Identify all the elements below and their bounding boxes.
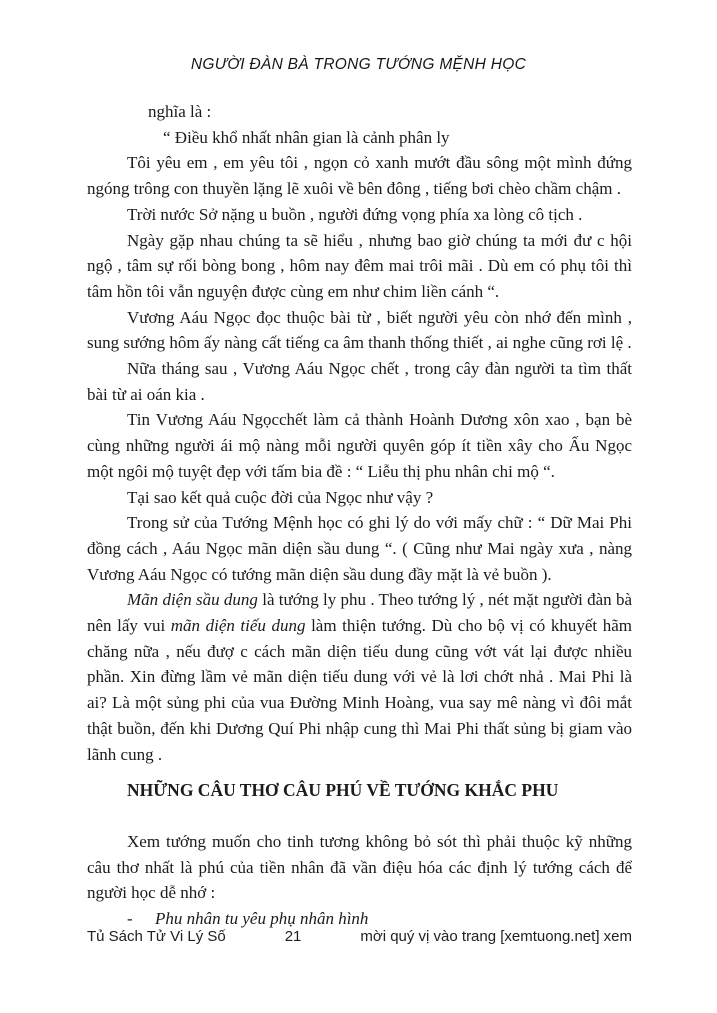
text-run: là tướng ly phu . Theo tướng lý , nét mặt người đàn bà nên lấy vui <box>87 590 633 636</box>
footer-page-number: 21 <box>284 928 302 945</box>
paragraph <box>87 407 632 484</box>
text-run: Trời nước Sở nặng u buồn , người đứng vọng phía xa lòng cô tịch . <box>127 204 583 224</box>
text-run: làm thiện tướng. Dù cho bộ vị có khuyết hãm chăng nữa , nếu đượ c cách mãn diện tiếu dung cũng vớt vát lại được nhiều phần. Xin đừng lầm vẻ mãn diện tiếu dung với vẻ là lơi chớt nhả . Mai Phi là ai? Là một sủng phi của vua Đường Minh Hoàng, vua say mê nàng vì đôi mắt thật buồn, đến khi Dương Quí Phi nhập cung thì Mai Phi thất sủng bị giam vào lãnh cung . <box>87 616 632 764</box>
paragraph <box>87 485 632 511</box>
paragraph <box>87 587 632 767</box>
text-run: Tại sao kết quả cuộc đời của Ngọc như vậy ? <box>127 487 434 507</box>
footer-book-series: Tủ Sách Tử Vi Lý Số <box>87 928 226 945</box>
text-run: nghĩa là : <box>148 102 212 121</box>
document-body <box>87 99 632 932</box>
page-footer <box>87 928 632 945</box>
paragraph <box>163 125 632 151</box>
emphasized-text: Phu nhân tu yêu phụ nhân hình <box>155 909 369 929</box>
text-run: “ Điều khổ nhất nhân gian là cảnh phân ly <box>163 127 450 147</box>
text-run: Tin Vương Aáu Ngọcchết làm cả thành Hoành Dương xôn xao , bạn bè cùng những người ái mộ nàng mỗi người quyên góp ít tiền xây cho Ấu Ngọc một ngôi mộ tuyệt đẹp với tấm bia đề : “ Liễu thị phu nhân chi mộ “. <box>87 410 632 481</box>
running-header-title: NGƯỜI ĐÀN BÀ TRONG TƯỚNG MỆNH HỌC <box>190 56 527 73</box>
paragraph <box>87 202 632 228</box>
footer-site-note: mời quý vị vào trang [xemtuong.net] xem <box>360 928 632 945</box>
emphasized-text: Mãn diện sầu dung <box>127 590 258 610</box>
text-run: Xem tướng muốn cho tinh tương không bỏ sót thì phải thuộc kỹ những câu thơ nhất là phú của tiền nhân đã vần điệu hóa các định lý tướng cách để người học dễ nhớ : <box>87 831 632 903</box>
paragraph <box>87 228 632 305</box>
text-run: Vương Aáu Ngọc đọc thuộc bài từ , biết người yêu còn nhớ đến mình , sung sướng hôm ấy nàng cất tiếng ca âm thanh thống thiết , ai nghe cũng rơi lệ . <box>87 307 632 353</box>
paragraph <box>87 150 632 201</box>
text-run: Tôi yêu em , em yêu tôi , ngọn cỏ xanh mướt đầu sông một mình đứng ngóng trông con thuyền lặng lẽ xuôi về bên đông , tiếng bơi chèo chầm chậm . <box>87 153 632 199</box>
paragraph <box>87 829 632 906</box>
text-run: Trong sử của Tướng Mệnh học có ghi lý do với mấy chữ : “ Dữ Mai Phi đồng cách , Aáu Ngọc mãn diện sầu dung “. ( Cũng như Mai ngày xưa , nàng Vương Aáu Ngọc có tướng mãn diện sầu dung đầy mặt là vẻ buồn ). <box>87 513 632 584</box>
text-run: Ngày gặp nhau chúng ta sẽ hiểu , nhưng bao giờ chúng ta mới đư c hội ngộ , tâm sự rối bòng bong , hôm nay đêm mai trôi mãi . Dù em có phụ tôi thì tâm hồn tôi vẫn nguyện được cùng em như chim liền cánh “. <box>87 230 632 301</box>
paragraph <box>87 356 632 407</box>
paragraph <box>148 99 632 125</box>
paragraph <box>87 510 632 587</box>
section-heading <box>87 778 632 804</box>
text-run: Nữa tháng sau , Vương Aáu Ngọc chết , trong cây đàn người ta tìm thất bài từ ai oán kia . <box>87 359 632 404</box>
verse-dash: - <box>127 909 133 929</box>
text-run: NHỮNG CÂU THƠ CÂU PHÚ VỀ TƯỚNG KHẮC PHU <box>127 780 559 801</box>
paragraph <box>87 305 632 356</box>
emphasized-text: mãn diện tiếu dung <box>170 616 306 636</box>
